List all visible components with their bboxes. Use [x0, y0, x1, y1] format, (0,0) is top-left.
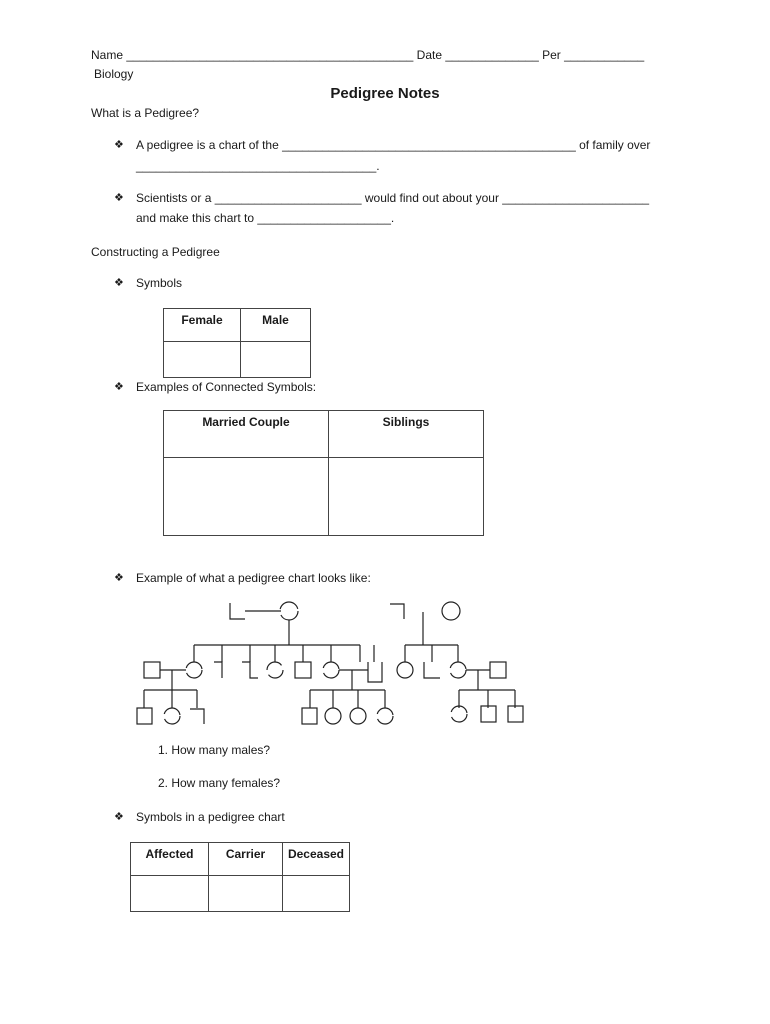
- question-females: 2. How many females?: [158, 776, 281, 790]
- male-symbol: [490, 662, 506, 678]
- male-symbol: [481, 706, 496, 722]
- scientists-line-1: Scientists or a ______________________ would find out about your ______________________: [136, 191, 650, 205]
- bullet-icon: ❖: [114, 139, 124, 151]
- female-symbol: [186, 662, 202, 678]
- female-symbol: [325, 708, 341, 724]
- page-title: Pedigree Notes: [330, 85, 440, 102]
- male-symbol: [302, 708, 317, 724]
- bullet-icon: ❖: [114, 811, 124, 823]
- male-symbol: [190, 709, 204, 724]
- female-symbol: [323, 662, 339, 678]
- male-symbol: [390, 604, 404, 619]
- male-symbol: [242, 662, 258, 678]
- cell-carrier[interactable]: [209, 876, 283, 912]
- subject-label: Biology: [94, 67, 134, 81]
- bullet-icon: ❖: [114, 192, 124, 204]
- gen1-couple-right: [390, 602, 460, 645]
- bullet-icon: ❖: [114, 381, 124, 393]
- female-symbol: [442, 602, 460, 620]
- female-symbol: [280, 602, 298, 620]
- male-symbol: [368, 662, 382, 682]
- female-symbol: [451, 706, 467, 722]
- chart-symbols-table: [130, 842, 350, 912]
- male-symbol: [230, 603, 245, 619]
- female-symbol: [267, 662, 283, 678]
- female-symbol: [377, 708, 393, 724]
- section-heading-what-is: What is a Pedigree?: [91, 106, 200, 120]
- female-symbol: [350, 708, 366, 724]
- header-married-couple: Married Couple: [164, 411, 329, 458]
- name-date-period-line: Name ___________________________________________ Date ______________ Per ____________: [91, 48, 645, 62]
- chart-symbols-label: Symbols in a pedigree chart: [136, 810, 285, 824]
- header-male: Male: [241, 309, 311, 342]
- male-symbol: [137, 708, 152, 724]
- bullet-icon: ❖: [114, 572, 124, 584]
- male-symbol: [424, 662, 440, 678]
- header-female: Female: [164, 309, 241, 342]
- header-deceased: Deceased: [283, 843, 350, 876]
- gen1-couple-left: [230, 602, 298, 620]
- definition-line-1: A pedigree is a chart of the ____________________________________________ of family over: [136, 138, 651, 152]
- connected-symbols-label: Examples of Connected Symbols:: [136, 380, 317, 394]
- female-symbol: [450, 662, 466, 678]
- symbols-label: Symbols: [136, 276, 183, 290]
- question-males: 1. How many males?: [158, 743, 271, 757]
- male-symbol: [295, 662, 311, 678]
- definition-line-2: ____________________________________.: [136, 159, 380, 173]
- male-symbol: [144, 662, 160, 678]
- cell-deceased[interactable]: [283, 876, 350, 912]
- example-label: Example of what a pedigree chart looks like:: [136, 571, 371, 585]
- bullet-icon: ❖: [114, 277, 124, 289]
- header-siblings: Siblings: [329, 411, 484, 458]
- male-symbol: [214, 662, 222, 678]
- header-carrier: Carrier: [209, 843, 283, 876]
- male-symbol: [508, 706, 523, 722]
- female-symbol: [164, 708, 180, 724]
- section-heading-constructing: Constructing a Pedigree: [91, 245, 220, 259]
- header-affected: Affected: [131, 843, 209, 876]
- scientists-line-2: and make this chart to ____________________.: [136, 211, 395, 225]
- female-symbol: [397, 662, 413, 678]
- cell-affected[interactable]: [131, 876, 209, 912]
